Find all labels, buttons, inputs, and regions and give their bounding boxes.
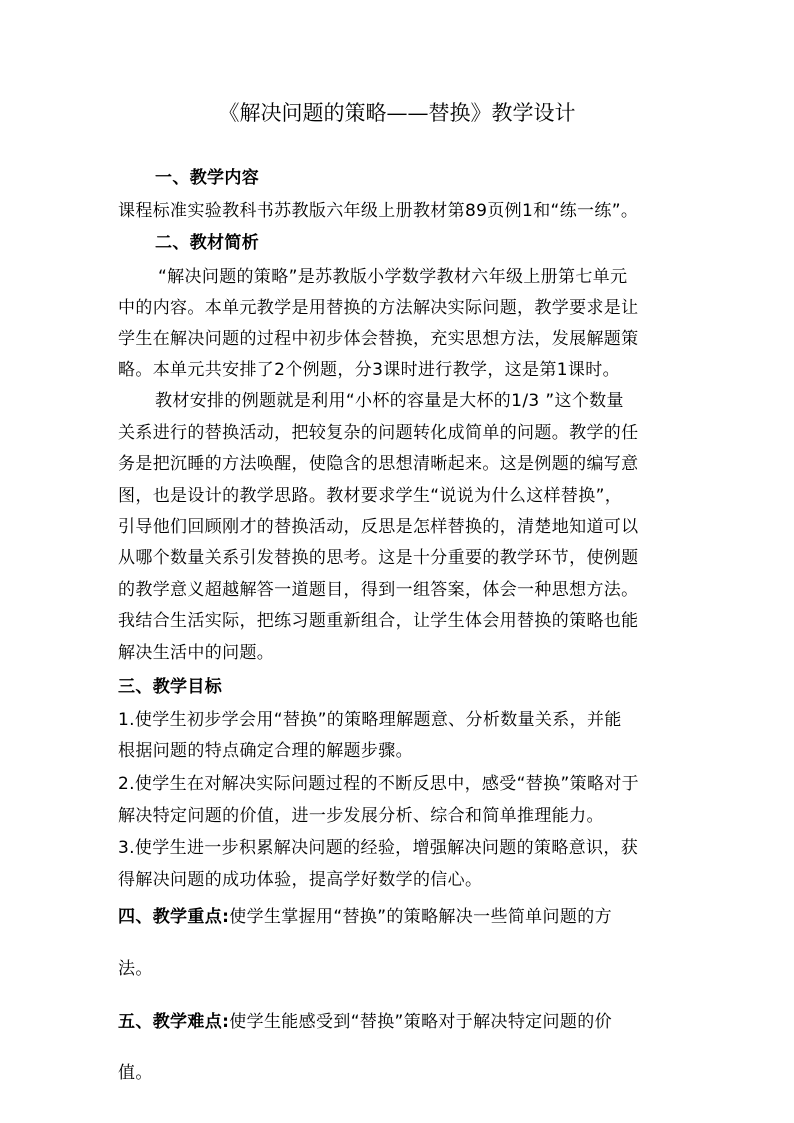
paragraph-line: 教材安排的例题就是利用“小杯的容量是大杯的1/3 ”这个数量 xyxy=(155,391,624,411)
section-heading-goals: 三、教学目标 xyxy=(118,677,223,697)
paragraph-line: 略。本单元共安排了2个例题，分3课时进行教学，这是第1课时。 xyxy=(118,360,620,380)
paragraph-line: 的教学意义超越解答一道题目，得到一组答案，体会一种思想方法。 xyxy=(118,580,639,600)
goal-line: 3.使学生进一步积累解决问题的经验，增强解决问题的策略意识，获 xyxy=(118,838,639,858)
section-heading-difficulty: 五、教学难点: xyxy=(118,1012,230,1032)
section-body-content: 课程标准实验教科书苏教版六年级上册教材第89页例1和“练一练”。 xyxy=(118,201,639,221)
difficulty-text-cont: 值。 xyxy=(118,1063,153,1083)
paragraph-line: 引导他们回顾刚才的替换活动，反思是怎样替换的，清楚地知道可以 xyxy=(118,517,639,537)
goal-line: 2.使学生在对解决实际问题过程的不断反思中，感受“替换”策略对于 xyxy=(118,774,640,794)
document-title: 《解决问题的策略——替换》教学设计 xyxy=(218,101,576,125)
paragraph-line: 关系进行的替换活动，把较复杂的问题转化成简单的问题。教学的任 xyxy=(118,423,639,443)
key-point-text: 使学生掌握用“替换”的策略解决一些简单问题的方 xyxy=(229,907,612,927)
paragraph-line: “解决问题的策略”是苏教版小学数学教材六年级上册第七单元 xyxy=(158,267,628,287)
goal-line: 根据问题的特点确定合理的解题步骤。 xyxy=(118,741,413,761)
paragraph-line: 学生在解决问题的过程中初步体会替换，充实思想方法，发展解题策 xyxy=(118,329,639,349)
paragraph-line: 解决生活中的问题。 xyxy=(118,643,275,663)
key-point-text-cont: 法。 xyxy=(118,959,153,979)
paragraph-line: 务是把沉睡的方法唤醒，使隐含的思想清晰起来。这是例题的编写意 xyxy=(118,454,639,474)
goal-line: 解决特定问题的价值，进一步发展分析、综合和简单推理能力。 xyxy=(118,806,604,826)
goal-line: 1.使学生初步学会用“替换”的策略理解题意、分析数量关系，并能 xyxy=(118,710,622,730)
goal-line: 得解决问题的成功体验，提高学好数学的信心。 xyxy=(118,870,483,890)
paragraph-line: 图，也是设计的教学思路。教材要求学生“说说为什么这样替换”， xyxy=(118,486,623,506)
section-heading-analysis: 二、教材简析 xyxy=(155,233,260,253)
paragraph-line: 中的内容。本单元教学是用替换的方法解决实际问题，教学要求是让 xyxy=(118,298,639,318)
paragraph-line: 我结合生活实际，把练习题重新组合，让学生体会用替换的策略也能 xyxy=(118,611,639,631)
difficulty-text: 使学生能感受到“替换”策略对于解决特定问题的价 xyxy=(229,1012,612,1032)
section-heading-key-point: 四、教学重点: xyxy=(118,907,230,927)
section-heading-content: 一、教学内容 xyxy=(155,168,260,188)
paragraph-line: 从哪个数量关系引发替换的思考。这是十分重要的教学环节，使例题 xyxy=(118,548,639,568)
